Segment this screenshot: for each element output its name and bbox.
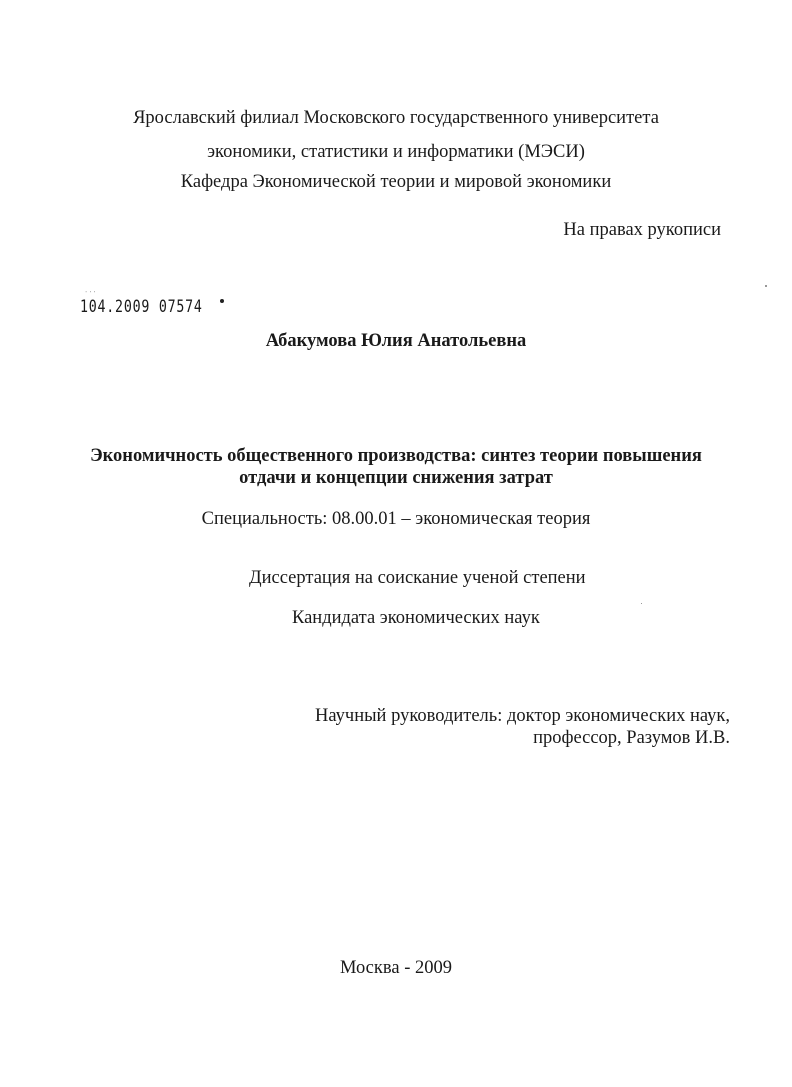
registration-number: 104.2009 07574: [80, 297, 203, 317]
supervisor-line-1: Научный руководитель: доктор экономических наук,: [315, 706, 730, 726]
supervisor-line-2: профессор, Разумов И.В.: [533, 728, 730, 748]
specialty: Специальность: 08.00.01 – экономическая теория: [201, 509, 591, 529]
institution-line-2: экономики, статистики и информатики (МЭСИ): [207, 142, 585, 162]
thesis-title-line-1: Экономичность общественного производства: синтез теории повышения: [90, 446, 702, 466]
city-year: Москва - 2009: [339, 958, 452, 978]
department-line: Кафедра Экономической теории и мировой экономики: [180, 172, 612, 192]
scan-speck: [641, 603, 642, 604]
degree-line-1: Диссертация на соискание ученой степени: [249, 568, 586, 588]
author-name: Абакумова Юлия Анатольевна: [265, 331, 527, 351]
stamp-dot: [220, 299, 224, 303]
degree-line-2: Кандидата экономических наук: [292, 608, 540, 628]
registration-marks: ˙˙˙: [84, 291, 97, 299]
institution-line-1: Ярославский филиал Московского государственного университета: [133, 108, 659, 128]
thesis-title-line-2: отдачи и концепции снижения затрат: [239, 468, 553, 488]
scan-speck: [765, 285, 767, 287]
rights-note: На правах рукописи: [563, 220, 721, 240]
